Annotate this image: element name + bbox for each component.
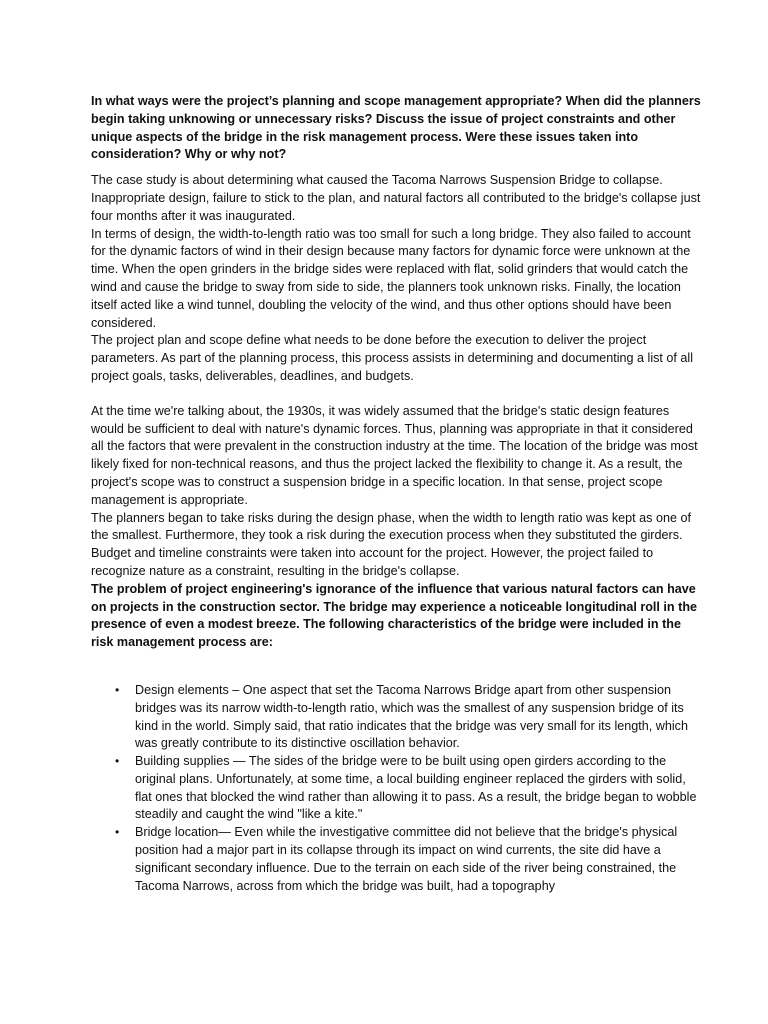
- paragraph-spacer: [91, 386, 705, 403]
- paragraph-1930s: At the time we're talking about, the 1930s, it was widely assumed that the bridge's static design features would be sufficient to deal with nature's dynamic forces. Thus, planning was appropriate in that it considered all the factors that were prevalent in the construction industry at the time. The location of the bridge was most likely fixed for non-technical reasons, and thus the project lacked the flexibility to change it. As a result, the project's scope was to construct a suspension bridge in a specific location. In that sense, project scope management is appropriate.: [91, 403, 698, 507]
- list-item: [91, 753, 705, 824]
- list-item-text: Design elements – One aspect that set the Tacoma Narrows Bridge apart from other suspension bridges was its narrow width-to-length ratio, which was the smallest of any suspension bridge of its kind in the world. Simply said, that ratio indicates that the bridge was very small for its length, which was greatly contribute to its distinctive oscillation behavior.: [135, 682, 688, 751]
- paragraph-case-study: The case study is about determining what caused the Tacoma Narrows Suspension Bridge to collapse. Inappropriate design, failure to stick to the plan, and natural factors all contributed to the bridge's collapse just four months after it was inaugurated.: [91, 173, 701, 223]
- paragraph-risks: The planners began to take risks during the design phase, when the width to length ratio was kept as one of the smallest. Furthermore, they took a risk during the execution process when they substituted the girders. Budget and timeline constraints were taken into account for the project. However, the project failed to recognize nature as a constraint, resulting in the bridge's collapse.: [91, 510, 691, 578]
- paragraph-problem-bold: The problem of project engineering's ignorance of the influence that various natural factors can have on projects in the construction sector. The bridge may experience a noticeable longitudinal roll in the presence of even a modest breeze. The following characteristics of the bridge were included in the risk management process are:: [91, 581, 698, 650]
- list-item: [91, 682, 705, 753]
- bullet-icon: •: [115, 682, 120, 697]
- question-heading: In what ways were the project’s planning and scope management appropriate? When did the planners begin taking unknowing or unnecessary risks? Discuss the issue of project constraints and other unique aspects of the bridge in the risk management process. Were these issues taken into consideration? Why or why not?: [91, 94, 701, 162]
- risk-characteristics-list: [91, 682, 705, 896]
- paragraph-design: In terms of design, the width-to-length ratio was too small for such a long bridge. They also failed to account for the dynamic factors of wind in their design because many factors for dynamic force were unknown at the time. When the open grinders in the bridge sides were replaced with flat, solid grinders that would catch the wind and cause the bridge to sway from side to side, the planners took unknown risks. Finally, the location itself acted like a wind tunnel, doubling the velocity of the wind, and thus other options should have been considered.: [91, 226, 691, 330]
- bullet-icon: •: [115, 825, 120, 840]
- paragraph-plan-scope: The project plan and scope define what needs to be done before the execution to deliver the project parameters. As part of the planning process, this process assists in determining and documenting a list of all project goals, tasks, deliverables, deadlines, and budgets.: [91, 333, 694, 383]
- list-item-text: Building supplies — The sides of the bridge were to be built using open girders according to the original plans. Unfortunately, at some time, a local building engineer replaced the girders with solid, flat ones that blocked the wind rather than allowing it to pass. As a result, the bridge began to wobble steadily and caught the wind "like a kite.": [135, 754, 697, 822]
- list-spacer: [91, 652, 705, 682]
- document-page: [91, 93, 705, 895]
- list-item: [91, 824, 705, 895]
- list-item-text: Bridge location— Even while the investigative committee did not believe that the bridge's physical position had a major part in its collapse through its impact on wind currents, the site did have a significant secondary influence. Due to the terrain on each side of the river being constrained, the Tacoma Narrows, across from which the bridge was built, had a topography: [135, 825, 678, 893]
- bullet-icon: •: [115, 754, 120, 769]
